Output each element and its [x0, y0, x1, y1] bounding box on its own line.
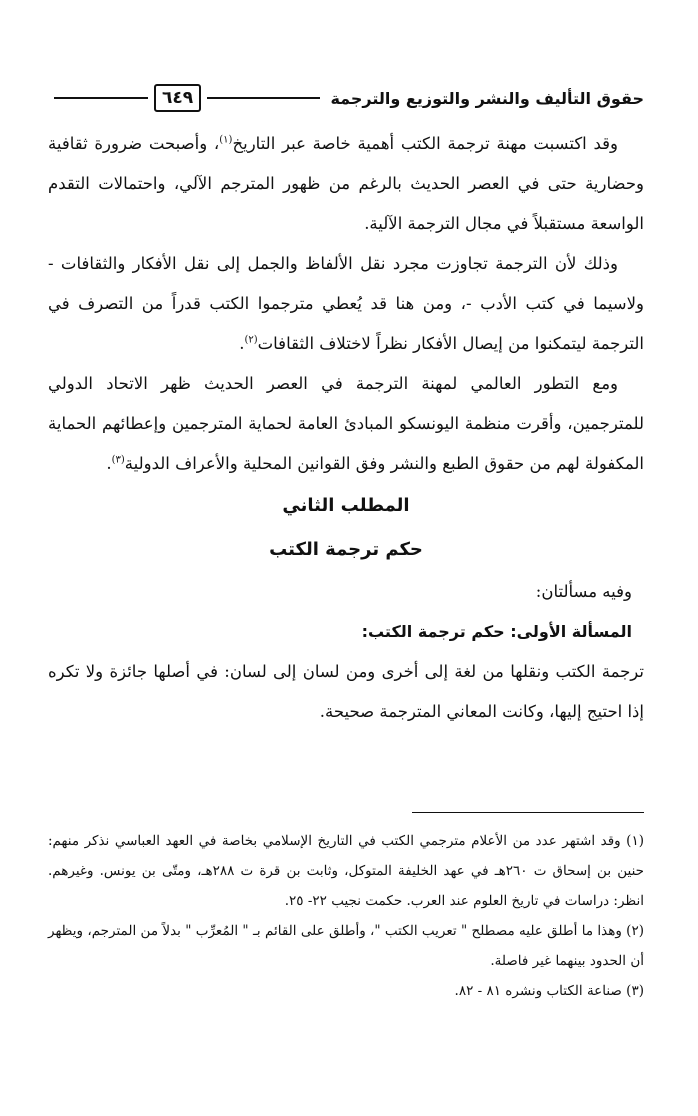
- issue-1-heading-line: [48, 612, 644, 652]
- header-rule-right: [207, 97, 320, 99]
- paragraph-1-rest: ، وأصبحت ضرورة ثقافية وحضارية حتى في العصر الحديث بالرغم من ظهور المترجم الآلي، واحتمالات التقدم الواسعة مستقبلاً في مجال الترجمة الآلية.: [48, 134, 644, 233]
- page-number: ٦٤٩: [154, 84, 201, 112]
- main-text: [48, 124, 644, 732]
- paragraph-2: [48, 244, 644, 364]
- footnote-ref-2: (٢): [244, 334, 258, 346]
- footnotes: [48, 826, 644, 1006]
- paragraph-3-end: .: [106, 454, 112, 473]
- paragraph-2-end: .: [239, 334, 245, 353]
- section-subheading: حكم ترجمة الكتب: [269, 539, 423, 560]
- paragraph-1: [48, 124, 644, 244]
- footnote-2: (٢) وهذا ما أطلق عليه مصطلح " تعريب الكتب "، وأطلق على القائم بـ " المُعرِّب " بدلاً من المترجم، ويظهر أن الحدود بينهما غير فاصلة.: [48, 923, 644, 969]
- intro-line: وفيه مسألتان:: [535, 582, 632, 601]
- footnote-ref-1: (١): [219, 134, 233, 146]
- section-heading: المطلب الثاني: [282, 495, 410, 516]
- footnote-3: (٣) صناعة الكتاب ونشره ٨١ - ٨٢.: [454, 983, 644, 999]
- header-title: حقوق التأليف والنشر والتوزيع والترجمة: [330, 88, 644, 108]
- footnote-separator: [412, 812, 644, 813]
- paragraph-3: [48, 364, 644, 484]
- paragraph-3-text: ومع التطور العالمي لمهنة الترجمة في العصر الحديث ظهر الاتحاد الدولي للمترجمين، وأقرت منظمة اليونسكو المبادئ العامة لحماية المترجمين وإعطائهم الحماية المكفولة لهم من حقوق الطبع والنشر وفق القوانين المحلية والأعراف الدولية: [48, 374, 644, 473]
- running-header: [50, 82, 644, 114]
- paragraph-1-text: وقد اكتسبت مهنة ترجمة الكتب أهمية خاصة عبر التاريخ: [232, 134, 618, 153]
- footnote-ref-3: (٣): [111, 454, 125, 466]
- footnote-1: (١) وقد اشتهر عدد من الأعلام مترجمي الكتب في التاريخ الإسلامي بخاصة في العهد العباسي نذكر منهم: حنين بن إسحاق ت ٢٦٠هـ في عهد الخليفة المتوكل، وثابت بن قرة ت ٢٨٨هـ، ومتّى بن يونس. وغيرهم. انظر: دراسات في تاريخ العلوم عند العرب. حكمت نجيب ٢٢- ٢٥.: [48, 833, 644, 909]
- paragraph-2-text: وذلك لأن الترجمة تجاوزت مجرد نقل الألفاظ والجمل إلى نقل الأفكار والثقافات - ولاسيما في كتب الأدب -، ومن هنا قد يُعطي مترجموا الكتب قدراً من التصرف في الترجمة ليتمكنوا من إيصال الأفكار نظراً لاختلاف الثقافات: [48, 254, 644, 353]
- issue-1-text: ترجمة الكتب ونقلها من لغة إلى أخرى ومن لسان إلى لسان: في أصلها جائزة ولا تكره إذا احتيج إليها، وكانت المعاني المترجمة صحيحة.: [48, 662, 644, 721]
- header-rule-left: [54, 97, 148, 99]
- issue-1-title: المسألة الأولى: حكم ترجمة الكتب:: [361, 622, 632, 641]
